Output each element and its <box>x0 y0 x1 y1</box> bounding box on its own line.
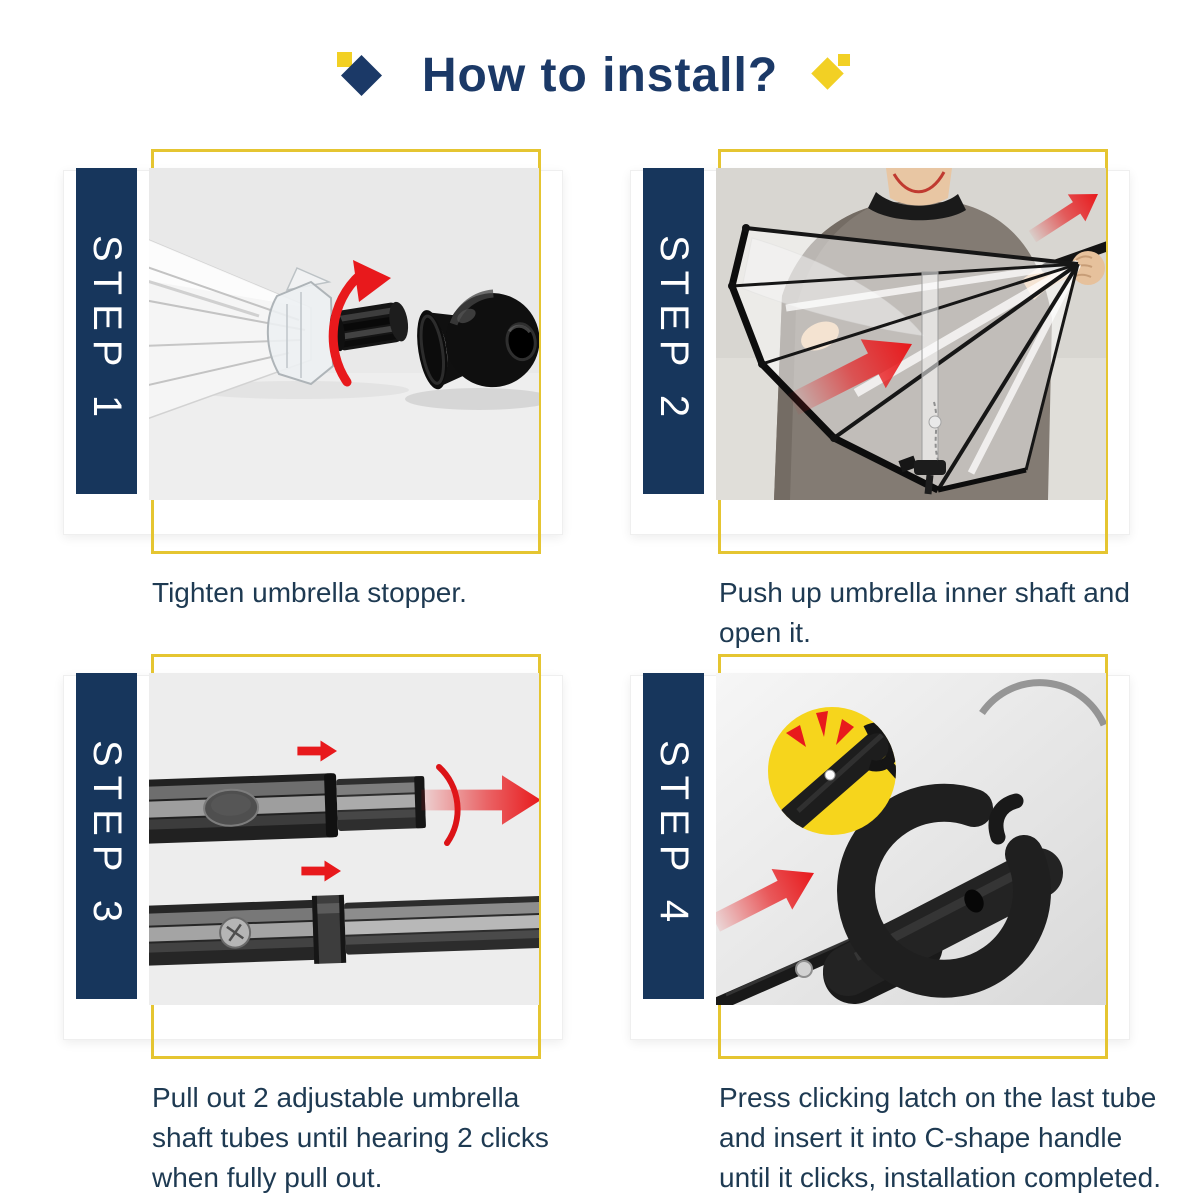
step4-section <box>630 654 1161 1193</box>
step3-caption: Pull out 2 adjustable umbrella shaft tubes until hearing 2 clicks when fully pull out. <box>152 1082 549 1193</box>
step4-caption: Press clicking latch on the last tube and insert it into C-shape handle until it clicks, installation completed. <box>719 1082 1161 1193</box>
step2-banner <box>643 168 704 494</box>
step1-banner <box>76 168 137 494</box>
step4-banner <box>643 673 704 999</box>
step1-label: STEP 1 <box>85 235 129 427</box>
diamond-decoration-right-icon <box>808 46 866 104</box>
step3-photo <box>149 673 539 1005</box>
diamond-decoration-left-icon <box>334 46 392 104</box>
step2-label: STEP 2 <box>652 235 696 427</box>
step3-banner <box>76 673 137 999</box>
title-row <box>0 46 1200 104</box>
step4-label: STEP 4 <box>652 740 696 932</box>
page-title: How to install? <box>421 48 779 102</box>
step3-label: STEP 3 <box>85 740 129 932</box>
step2-section <box>630 149 1135 649</box>
step2-caption: Push up umbrella inner shaft and open it. <box>719 577 1130 648</box>
step1-caption: Tighten umbrella stopper. <box>152 577 467 608</box>
step4-photo <box>716 673 1106 1005</box>
step1-section <box>63 149 568 649</box>
step3-section <box>63 654 568 1193</box>
step2-photo <box>716 168 1106 500</box>
step1-photo <box>149 168 539 500</box>
